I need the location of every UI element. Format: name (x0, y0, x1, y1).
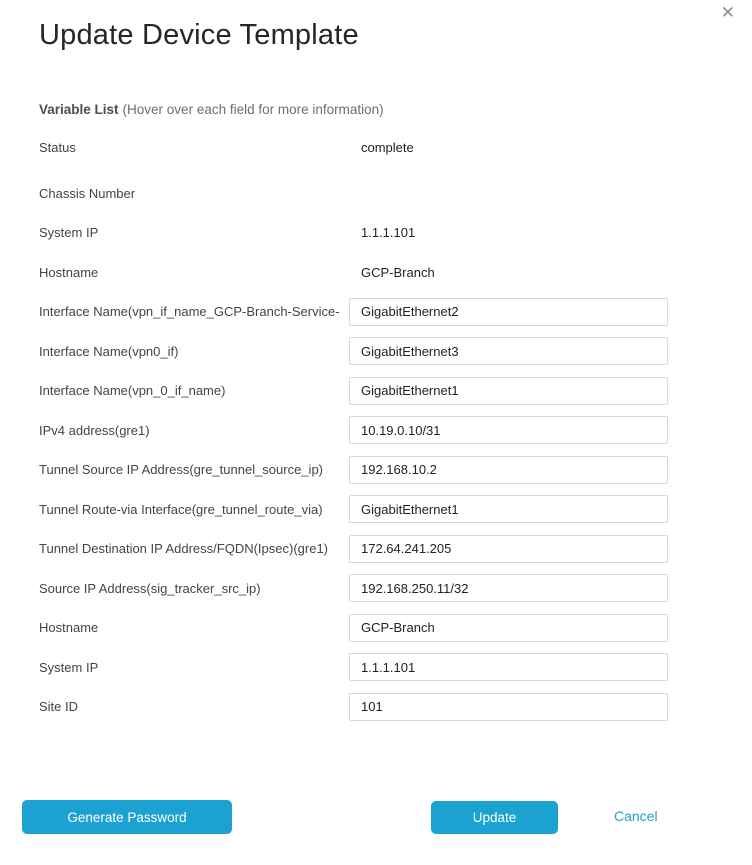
variable-list-hint: (Hover over each field for more information) (122, 102, 384, 117)
field-row-source-ip-address (39, 574, 668, 602)
field-row-tunnel-route-via (39, 495, 668, 523)
interface-name-vpn-0-if-name-input[interactable] (349, 377, 668, 405)
field-row-chassis-number (39, 179, 668, 207)
generate-password-button[interactable]: Generate Password (22, 800, 232, 834)
tunnel-source-ip-input[interactable] (349, 456, 668, 484)
field-label: Tunnel Source IP Address(gre_tunnel_source_ip) (39, 462, 324, 477)
field-label: Source IP Address(sig_tracker_src_ip) (39, 580, 261, 596)
field-row-tunnel-destination-ip (39, 535, 668, 563)
page-title: Update Device Template (39, 19, 359, 51)
field-row-hostname (39, 258, 668, 286)
ipv4-address-gre1-input[interactable] (349, 416, 668, 444)
tunnel-route-via-interface-input[interactable] (349, 495, 668, 523)
system-ip-value: 1.1.1.101 (361, 225, 416, 240)
site-id-input[interactable] (349, 693, 668, 721)
field-label: Site ID (39, 699, 79, 714)
cancel-button[interactable]: Cancel (614, 808, 658, 824)
interface-name-service-vpn-input[interactable] (349, 298, 668, 326)
field-row-site-id (39, 693, 668, 721)
field-row-interface-name-vpn0-if (39, 337, 668, 365)
update-button[interactable]: Update (431, 801, 558, 834)
field-label: Interface Name(vpn_0_if_name) (39, 383, 226, 398)
close-icon[interactable]: ✕ (720, 3, 735, 22)
field-row-tunnel-source-ip (39, 456, 668, 484)
field-row-hostname-editable (39, 614, 668, 642)
field-row-interface-name-vpn-0-if-name (39, 377, 668, 405)
field-label: Status (39, 139, 76, 155)
field-row-system-ip (39, 219, 668, 247)
field-row-ipv4-address-gre1 (39, 416, 668, 444)
field-row-status (39, 133, 668, 161)
field-label: Tunnel Route-via Interface(gre_tunnel_route_via) (39, 501, 323, 517)
hostname-input[interactable] (349, 614, 668, 642)
interface-name-vpn0-if-input[interactable] (349, 337, 668, 365)
tunnel-destination-ip-input[interactable] (349, 535, 668, 563)
field-label: Hostname (39, 620, 99, 635)
field-label: Tunnel Destination IP Address/FQDN(Ipsec)(gre1) (39, 541, 329, 556)
field-label: System IP (39, 659, 99, 675)
status-value: complete (361, 139, 414, 155)
system-ip-input[interactable] (349, 653, 668, 681)
field-label: Hostname (39, 264, 99, 280)
field-label: IPv4 address(gre1) (39, 422, 150, 438)
field-row-interface-name-service-vpn (39, 298, 668, 326)
field-label: System IP (39, 225, 99, 240)
variable-list-heading (39, 102, 384, 117)
field-label: Chassis Number (39, 185, 136, 201)
field-label: Interface Name(vpn_if_name_GCP-Branch-Service- (39, 304, 340, 319)
hostname-value: GCP-Branch (361, 264, 435, 280)
source-ip-address-input[interactable] (349, 574, 668, 602)
variable-list-title: Variable List (39, 102, 119, 117)
field-label: Interface Name(vpn0_if) (39, 343, 179, 359)
field-row-system-ip-editable (39, 653, 668, 681)
variable-list (39, 133, 668, 732)
